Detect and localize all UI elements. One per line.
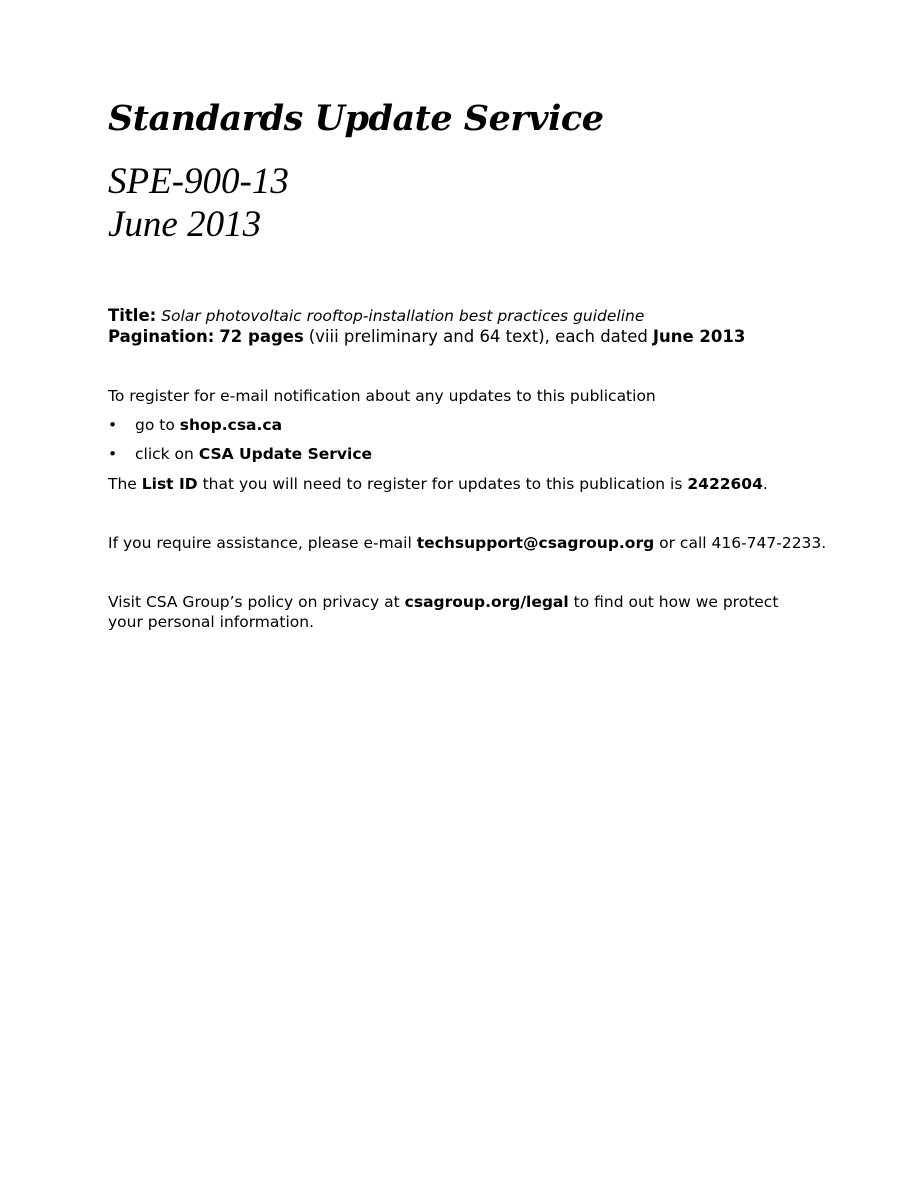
bullet-prefix: click on [135,445,194,463]
pagination-pages: 72 pages [219,327,304,346]
update-service-link[interactable]: CSA Update Service [198,445,373,463]
list-id-middle: that you will need to register for updates to this publication is [202,475,683,493]
list-id-line [108,474,768,494]
registration-intro: To register for e-mail notification about any updates to this publication [108,387,656,405]
pagination-label: Pagination: [108,327,215,346]
list-id-suffix: . [762,475,768,493]
list-id-value: 2422604 [687,475,763,493]
privacy-link[interactable]: csagroup.org/legal [404,593,569,611]
shop-link[interactable]: shop.csa.ca [179,416,283,434]
title-line [108,306,644,326]
support-email-link[interactable]: techsupport@csagroup.org [416,534,655,552]
pagination-detail: (viii preliminary and 64 text), each dated [308,327,648,346]
bullet-symbol: • [108,416,118,434]
service-title: Standards Update Service [108,98,604,139]
pagination-date: June 2013 [652,327,746,346]
title-value: Solar photovoltaic rooftop-installation best practices guideline [161,307,645,325]
bullet-item [108,415,282,435]
publication-date: June 2013 [108,204,262,245]
privacy-prefix: Visit CSA Group’s policy on privacy at [108,593,400,611]
assistance-suffix: or call 416-747-2233. [659,534,827,552]
bullet-prefix: go to [135,416,175,434]
list-id-prefix: The [108,475,137,493]
pagination-line [108,327,745,347]
list-id-label: List ID [141,475,198,493]
privacy-line [108,592,798,632]
assistance-line [108,533,826,553]
title-label: Title: [108,306,157,325]
bullet-symbol: • [108,445,118,463]
privacy-suffix: to find out how we protect your personal information. [108,593,779,631]
assistance-prefix: If you require assistance, please e-mail [108,534,412,552]
publication-code: SPE-900-13 [108,161,289,202]
bullet-item [108,444,372,464]
